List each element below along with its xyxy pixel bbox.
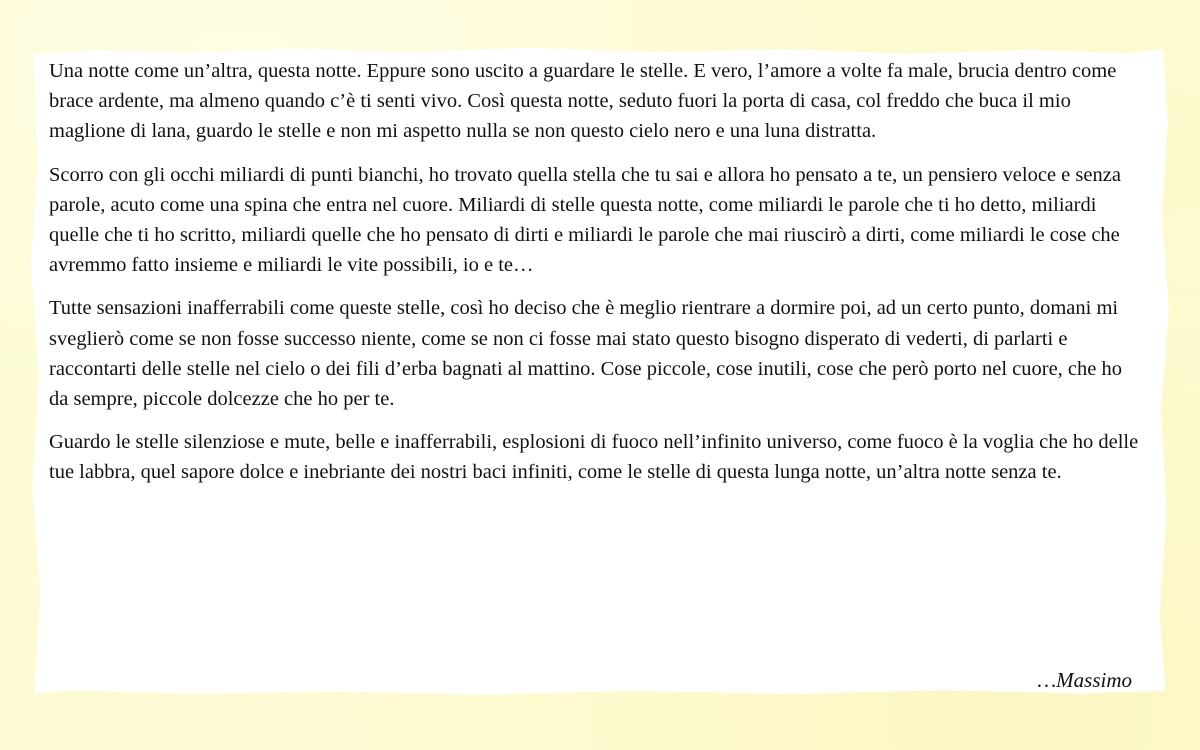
poem-paragraph-4: Guardo le stelle silenziose e mute, belle e inafferrabili, esplosioni di fuoco nell’infinito universo, come fuoco è la voglia che ho delle tue labbra, quel sapore dolce e inebriante dei nostri baci infiniti, come le stelle di questa lunga notte, un’altra notte senza te. xyxy=(49,431,1139,484)
poem-paragraph-2: Scorro con gli occhi miliardi di punti bianchi, ho trovato quella stella che tu sai e allora ho pensato a te, un pensiero veloce e senza parole, acuto come una spina che entra nel cuore. Miliardi di stelle questa notte, come miliardi le parole che ti ho detto, miliardi quelle che ti ho scritto, miliardi quelle che ho pensato di dirti e miliardi le parole che mai riuscirò a dirti, come miliardi le cose che avremmo fatto insieme e miliardi le vite possibili, io e te… xyxy=(49,163,1121,277)
author-signature: …Massimo xyxy=(1037,668,1132,692)
poem-body xyxy=(49,56,1141,501)
poem-paragraph-3: Tutte sensazioni inafferrabili come queste stelle, così ho deciso che è meglio rientrare a dormire poi, ad un certo punto, domani mi sveglierò come se non fosse successo niente, come se non ci fosse mai stato questo bisogno disperato di vederti, di parlarti e raccontarti delle stelle nel cielo o dei fili d’erba bagnati al mattino. Cose piccole, cose inutili, cose che però porto nel cuore, che ho da sempre, piccole dolcezze che ho per te. xyxy=(49,297,1122,411)
poem-paragraph-1: Una notte come un’altra, questa notte. Eppure sono uscito a guardare le stelle. E vero, l’amore a volte fa male, brucia dentro come brace ardente, ma almeno quando c’è ti senti vivo. Così questa notte, seduto fuori la porta di casa, col freddo che buca il mio maglione di lana, guardo le stelle e non mi aspetto nulla se non questo cielo nero e una luna distratta. xyxy=(49,60,1117,143)
